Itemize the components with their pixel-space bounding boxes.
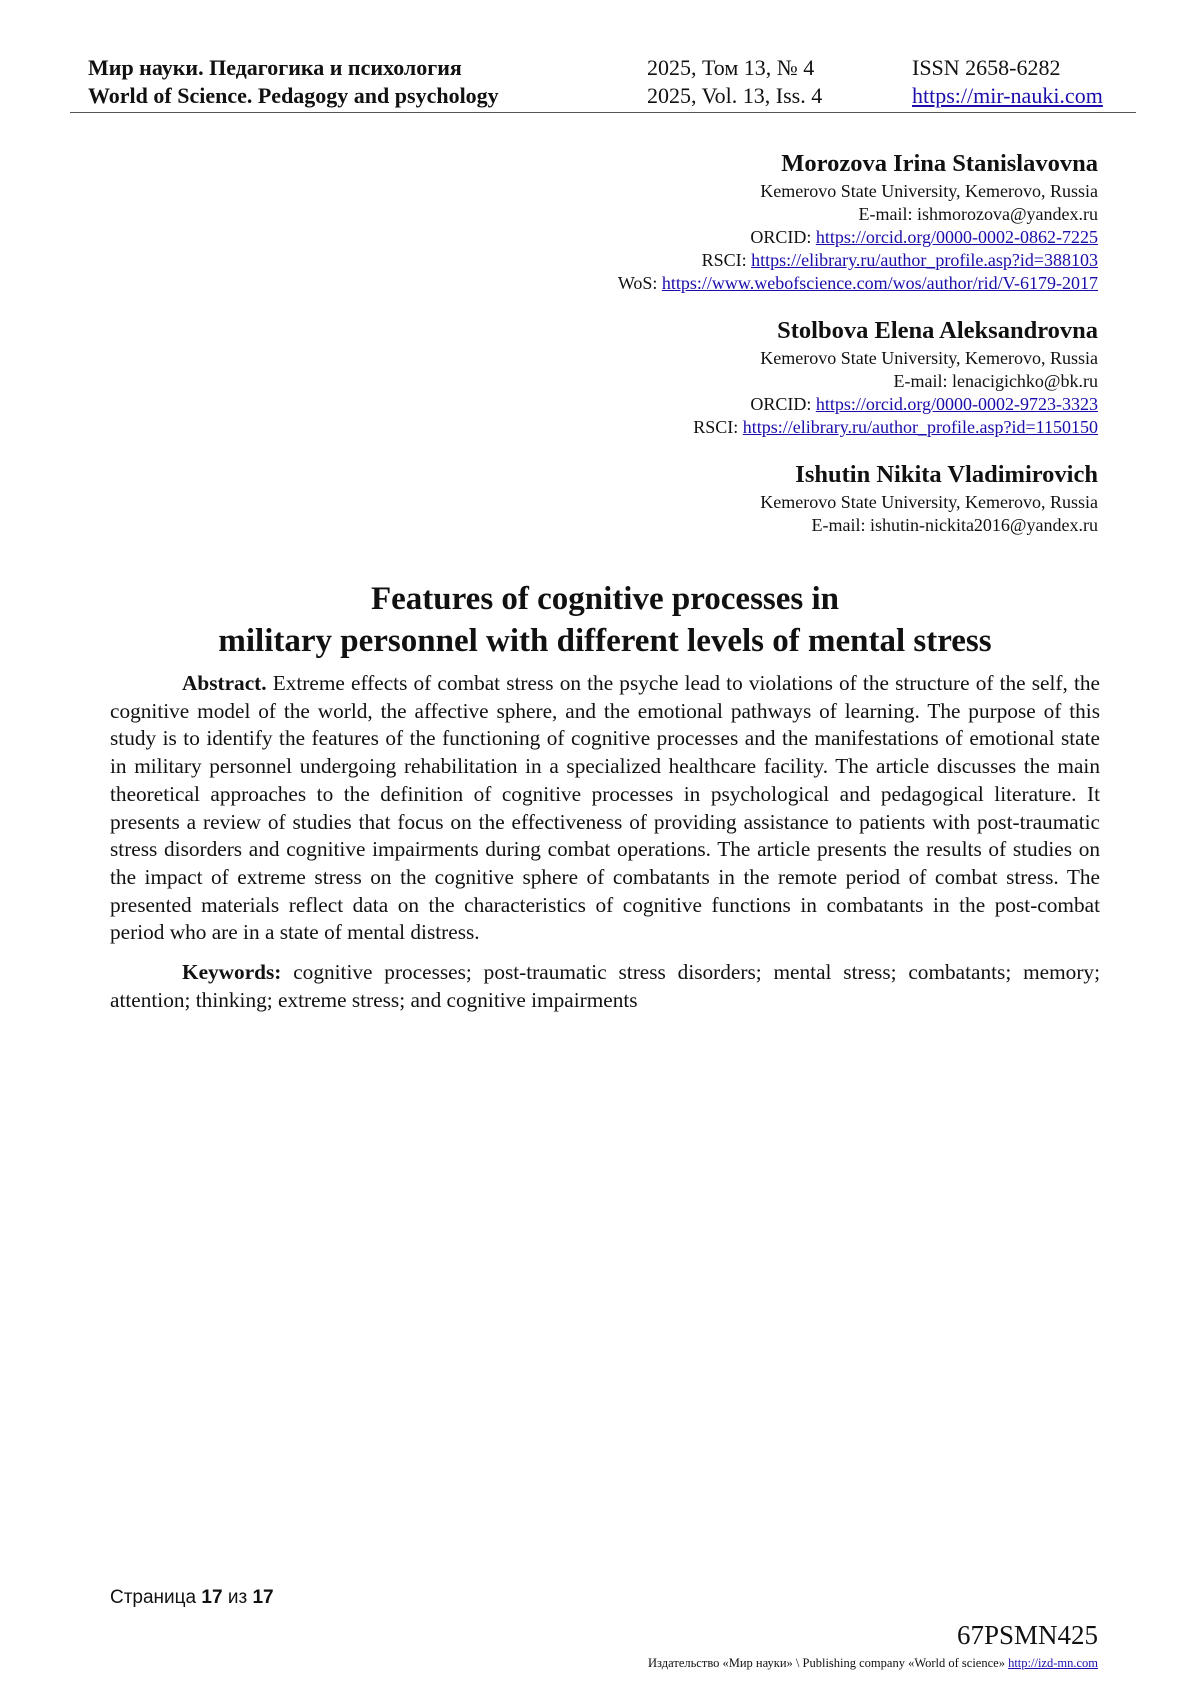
keywords-paragraph [110, 959, 1100, 1014]
title-line-1: Features of cognitive processes in [370, 581, 840, 617]
author-block [298, 459, 1098, 537]
author-email: lenacigichko@bk.ru [951, 371, 1098, 391]
author-email: ishutin-nickita2016@yandex.ru [869, 515, 1098, 535]
author-rsci-row [298, 416, 1098, 439]
author-affiliation: Kemerovo State University, Kemerovo, Russia [760, 348, 1098, 368]
publisher-line [648, 1656, 1098, 1671]
rsci-link[interactable]: https://elibrary.ru/author_profile.asp?id=388103 [751, 250, 1098, 270]
author-name: Stolbova Elena Aleksandrovna [777, 317, 1098, 344]
email-label: E-mail: [811, 515, 866, 535]
abstract-paragraph [110, 670, 1100, 947]
author-block [298, 315, 1098, 439]
keywords-label: Keywords: [182, 960, 282, 985]
page-word: Страница [110, 1587, 197, 1608]
orcid-link[interactable]: https://orcid.org/0000-0002-0862-7225 [815, 227, 1098, 247]
email-label: E-mail: [858, 204, 913, 224]
journal-name-ru: Мир науки. Педагогика и психология [88, 55, 462, 80]
author-affiliation: Kemerovo State University, Kemerovo, Russia [760, 181, 1098, 201]
wos-link[interactable]: https://www.webofscience.com/wos/author/rid/V-6179-2017 [661, 273, 1098, 293]
author-orcid-row [298, 226, 1098, 249]
abstract-label: Abstract. [182, 671, 267, 695]
keywords-text: cognitive processes; post-traumatic stress disorders; mental stress; combatants; memory; attention; thinking; extreme stress; and cognitive impairments [110, 960, 1100, 1012]
journal-site-link[interactable]: https://mir-nauki.com [912, 83, 1103, 108]
publisher-text: Издательство «Мир науки» \ Publishing company «World of science» [648, 1656, 1005, 1670]
issn-column [912, 54, 1103, 110]
article-code: 67PSMN425 [956, 1620, 1098, 1650]
author-name: Ishutin Nikita Vladimirovich [795, 461, 1098, 488]
author-email-row [298, 203, 1098, 226]
author-email-row [298, 514, 1098, 537]
author-list [298, 148, 1098, 557]
article-summary [110, 670, 1100, 1026]
orcid-link[interactable]: https://orcid.org/0000-0002-9723-3323 [815, 394, 1098, 414]
journal-header [70, 50, 1136, 113]
article-title [110, 578, 1100, 662]
publisher-link[interactable]: http://izd-mn.com [1008, 1656, 1098, 1670]
journal-name-en: World of Science. Pedagogy and psychology [88, 83, 499, 108]
issn: ISSN 2658-6282 [912, 55, 1061, 80]
page-current: 17 [201, 1587, 223, 1608]
author-block [298, 148, 1098, 295]
rsci-label: RSCI: [701, 250, 747, 270]
issue-en: 2025, Vol. 13, Iss. 4 [647, 83, 823, 108]
rsci-label: RSCI: [693, 417, 739, 437]
title-line-2: military personnel with different levels of mental stress [218, 623, 992, 659]
author-wos-row [298, 272, 1098, 295]
rsci-link[interactable]: https://elibrary.ru/author_profile.asp?id=1150150 [742, 417, 1098, 437]
page-total: 17 [252, 1587, 274, 1608]
author-affiliation: Kemerovo State University, Kemerovo, Russia [760, 492, 1098, 512]
author-email: ishmorozova@yandex.ru [916, 204, 1098, 224]
orcid-label: ORCID: [750, 227, 812, 247]
author-rsci-row [298, 249, 1098, 272]
page-of: из [227, 1587, 248, 1608]
page-counter [110, 1587, 274, 1609]
issue-ru: 2025, Том 13, № 4 [647, 55, 815, 80]
author-name: Morozova Irina Stanislavovna [781, 150, 1098, 177]
wos-label: WoS: [617, 273, 658, 293]
orcid-label: ORCID: [750, 394, 812, 414]
author-email-row [298, 370, 1098, 393]
abstract-text: Extreme effects of combat stress on the psyche lead to violations of the structure of the self, the cognitive model of the world, the affective sphere, and the emotional pathways of learning. The purpose of this study is to identify the features of the functioning of cognitive processes and the manifestations of emotional state in military personnel undergoing rehabilitation in a specialized healthcare facility. The article discusses the main theoretical approaches to the definition of cognitive processes in psychological and pedagogical literature. It presents a review of studies that focus on the effectiveness of providing assistance to patients with post-traumatic stress disorders and cognitive impairments during combat operations. The article presents the results of studies on the impact of extreme stress on the cognitive sphere of combatants in the remote period of combat stress. The presented materials reflect data on the characteristics of cognitive functions in combatants in the post-combat period who are in a state of mental distress. [110, 671, 1101, 945]
author-orcid-row [298, 393, 1098, 416]
journal-name-column [88, 54, 499, 110]
issue-column [647, 54, 822, 110]
email-label: E-mail: [893, 371, 948, 391]
